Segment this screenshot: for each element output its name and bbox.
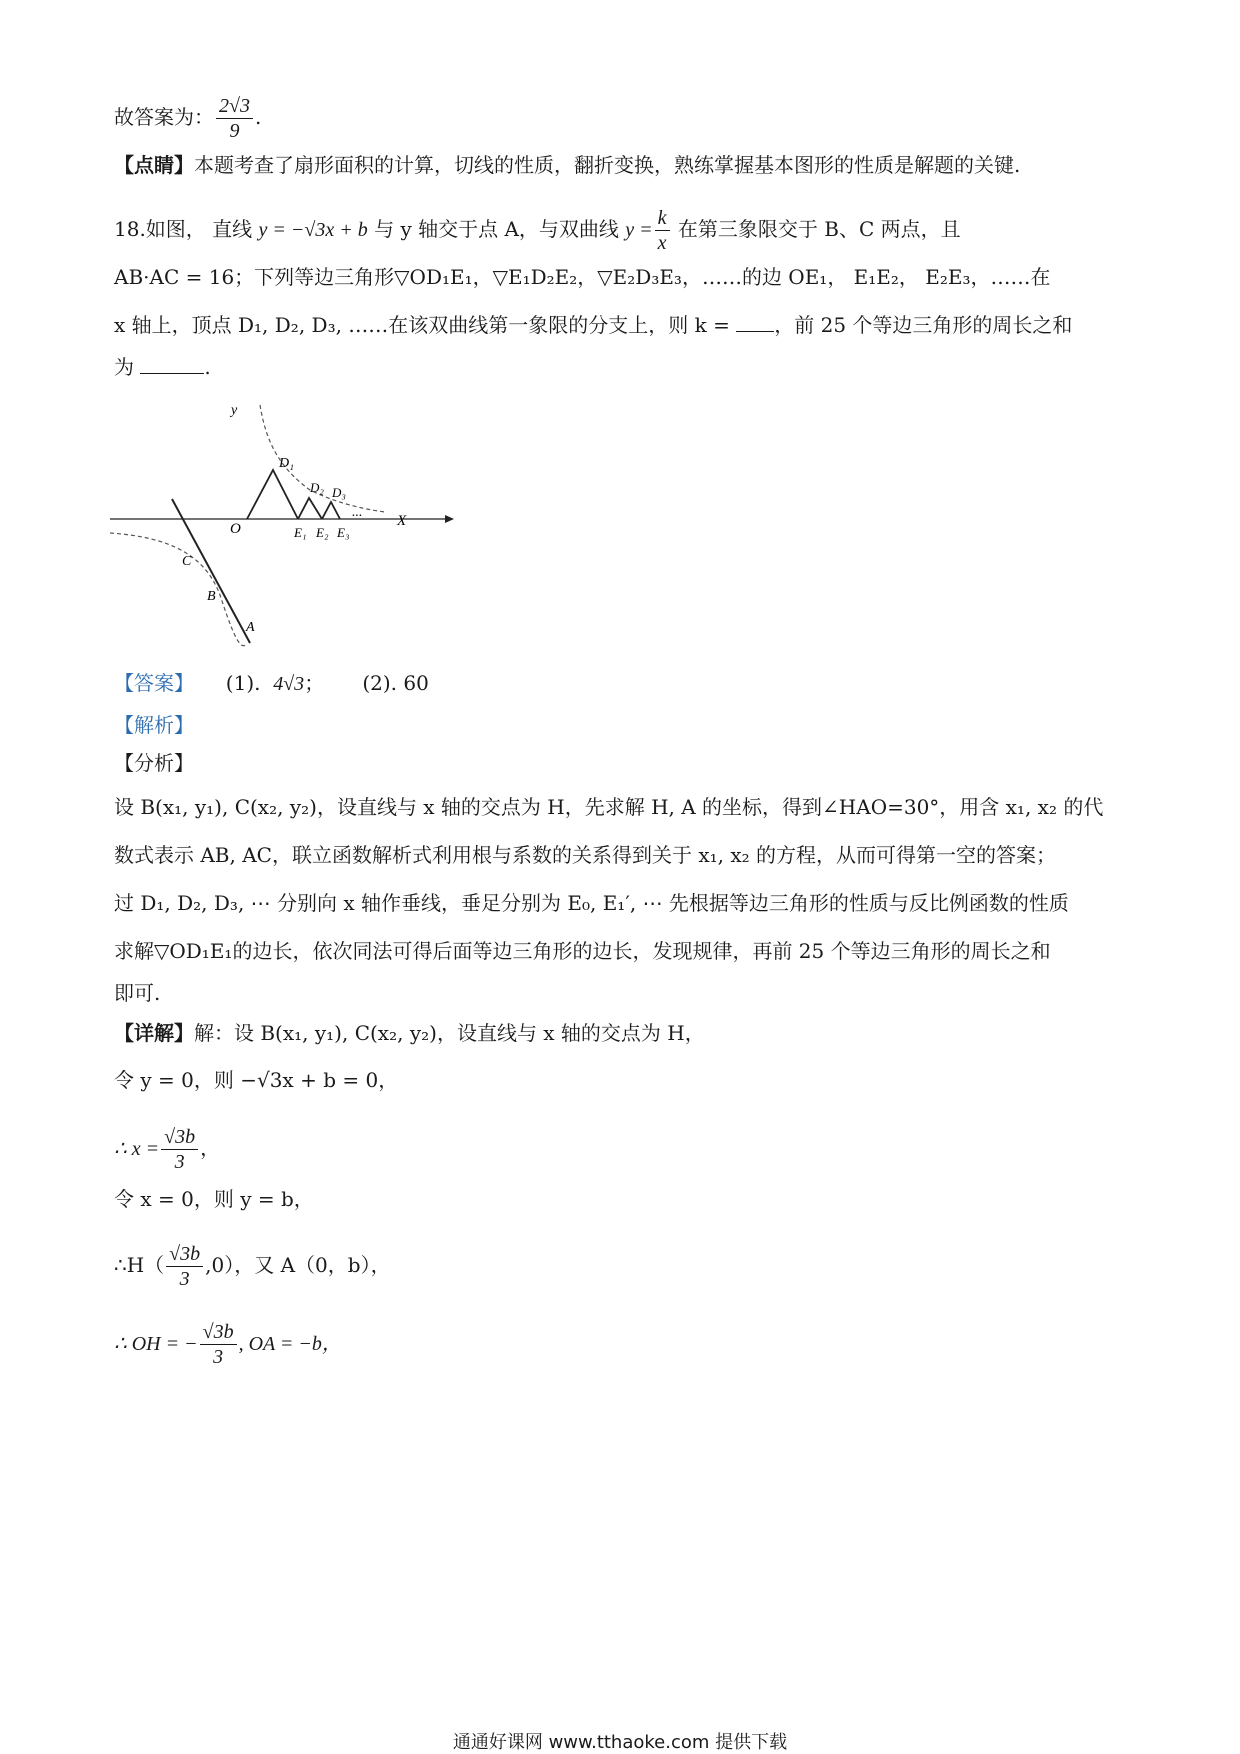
label-dots: ... — [352, 505, 363, 520]
hyperbola-fraction: $\frac{k}{x}$ — [655, 206, 670, 255]
answer-blank-2 — [140, 353, 204, 374]
fenxi-tag: 【分析】 — [114, 751, 194, 775]
fenxi-line-3: 过 D₁, D₂, D₃, ⋯ 分别向 x 轴作垂线，垂足分别为 E₀, E₁′, ⋯ 先根据等边三角形的性质与反比例函数的性质 — [114, 891, 1069, 915]
question-line-4: 为 . — [114, 355, 211, 379]
answer-tag: 【答案】 — [114, 671, 194, 695]
step-4: ∴H（ $\frac{√3b}{3}$ ,0），又 A（0，b）， — [114, 1243, 391, 1290]
label-d3: D₃ — [332, 485, 346, 500]
dianjing-tag: 【点睛】 — [114, 153, 194, 177]
answer-fraction: $\frac{2√3}{9}$ — [216, 94, 253, 143]
triangle-e2d3e3 — [322, 502, 340, 519]
label-x: X — [397, 513, 407, 529]
label-b: B — [207, 589, 216, 604]
label-a: A — [246, 620, 255, 635]
page-footer: 通通好课网 www.tthaoke.com 提供下载 — [452, 1732, 788, 1753]
fenxi-line-5: 即可. — [114, 981, 161, 1005]
label-o: O — [230, 521, 241, 537]
step-1: 令 y = 0，则 −√3x + b = 0， — [114, 1068, 399, 1092]
answer-blank-1 — [736, 311, 774, 332]
question-line-2: AB·AC = 16；下列等边三角形▽OD₁E₁，▽E₁D₂E₂，▽E₂D₃E₃，……的边 OE₁， E₁E₂， E₂E₃，……在 — [114, 265, 1051, 289]
label-c: C — [182, 554, 192, 569]
jiexi-tag: 【解析】 — [114, 713, 194, 737]
label-d1: D₁ — [279, 456, 294, 471]
hyperbola-branch-q3 — [110, 533, 247, 646]
dianjing-line — [114, 150, 1134, 180]
label-e3: E₃ — [337, 525, 350, 540]
label-e1: E₁ — [294, 525, 307, 540]
triangle-e1d2e2 — [298, 498, 322, 519]
dianjing-text: 本题考查了扇形面积的计算，切线的性质，翻折变换，熟练掌握基本图形的性质是解题的关键. — [194, 153, 1021, 177]
triangle-od1e1 — [247, 470, 298, 519]
question-line-1: 18.如图， 直线 y = −√3x + b 与 y 轴交于点 A，与双曲线 y = $\frac{k}{x}$ 在第三象限交于 B、C 两点，且 — [114, 207, 961, 254]
fenxi-line-2: 数式表示 AB, AC，联立函数解析式利用根与系数的关系得到关于 x₁, x₂ 的方程，从而可得第一空的答案； — [114, 843, 1056, 867]
fenxi-line-4: 求解▽OD₁E₁的边长，依次同法可得后面等边三角形的边长，发现规律，再前 25 个等边三角形的周长之和 — [114, 939, 1051, 963]
x-axis-arrow — [445, 515, 454, 523]
label-d2: D₂ — [310, 480, 324, 495]
answer-line: 【答案】 (1). 4√3； (2). 60 — [114, 671, 429, 695]
fenxi-line-1: 设 B(x₁, y₁), C(x₂, y₂)，设直线与 x 轴的交点为 H，先求解 H, A 的坐标，得到∠HAO=30°，用含 x₁, x₂ 的代 — [114, 795, 1104, 819]
previous-answer-line: 故答案为： $\frac{2√3}{9}$ . — [114, 95, 262, 142]
label-y: y — [231, 403, 238, 418]
step-5: ∴ OH = − $\frac{√3b}{3}$ , OA = −b， — [114, 1321, 342, 1368]
xiangjie-intro: 【详解】解：设 B(x₁, y₁), C(x₂, y₂)，设直线与 x 轴的交点为 H， — [114, 1021, 705, 1045]
question-line-3: x 轴上，顶点 D₁, D₂, D₃, ……在该双曲线第一象限的分支上，则 k = ，前 25 个等边三角形的周长之和 — [114, 313, 1073, 337]
step-3: 令 x = 0，则 y = b， — [114, 1187, 314, 1211]
label-e2: E₂ — [316, 525, 329, 540]
step-2: ∴ x = $\frac{√3b}{3}$ ， — [114, 1126, 221, 1173]
